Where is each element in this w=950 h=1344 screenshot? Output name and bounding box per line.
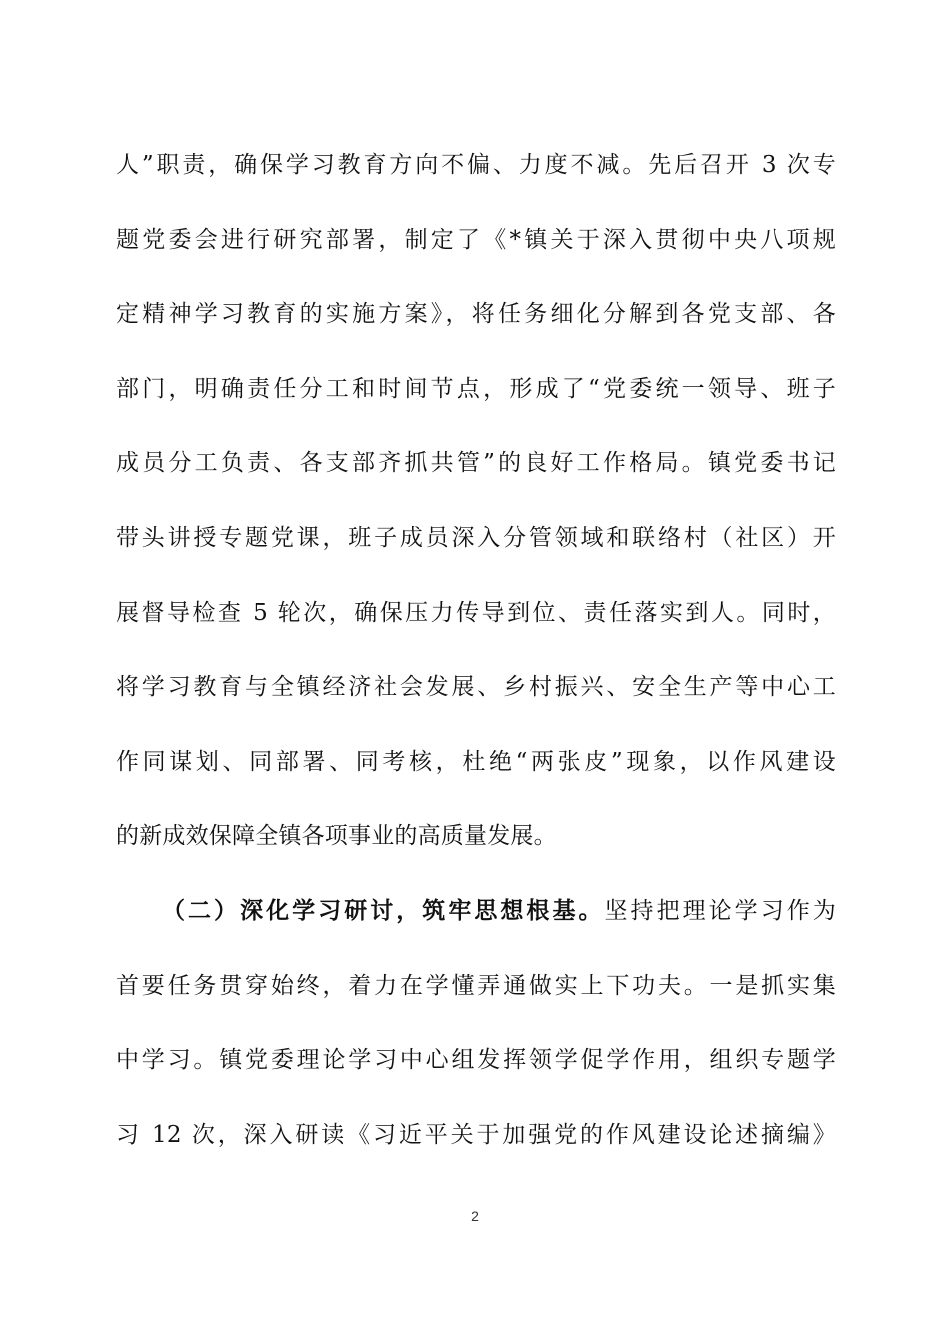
paragraph-line: 的新成效保障全镇各项事业的高质量发展。 bbox=[116, 823, 557, 850]
paragraph-line: 成员分工负责、各支部齐抓共管”的良好工作格局。镇党委书记 bbox=[116, 450, 836, 477]
paragraph-line: 人”职责，确保学习教育方向不偏、力度不减。先后召开 3 次专 bbox=[116, 152, 836, 178]
paragraph-line: 题党委会进行研究部署，制定了《*镇关于深入贯彻中央八项规 bbox=[116, 226, 836, 253]
paragraph-line: 中学习。镇党委理论学习中心组发挥领学促学作用，组织专题学 bbox=[116, 1047, 836, 1074]
paragraph-line: 首要任务贯穿始终，着力在学懂弄通做实上下功夫。一是抓实集 bbox=[116, 972, 836, 999]
paragraph-line bbox=[116, 886, 836, 961]
heading-line-rest: 坚持把理论学习作为 bbox=[604, 897, 836, 924]
paragraph-line: 将学习教育与全镇经济社会发展、乡村振兴、安全生产等中心工 bbox=[116, 674, 836, 701]
paragraph-line: 部门，明确责任分工和时间节点，形成了“党委统一领导、班子 bbox=[116, 375, 836, 402]
paragraph-line: 习 12 次，深入研读《习近平关于加强党的作风建设论述摘编》 bbox=[116, 1121, 836, 1148]
paragraph-line: 带头讲授专题党课，班子成员深入分管领域和联络村（社区）开 bbox=[116, 524, 836, 551]
paragraph-line: 定精神学习教育的实施方案》，将任务细化分解到各党支部、各 bbox=[116, 301, 836, 328]
page-number: 2 bbox=[471, 1208, 479, 1224]
paragraph-line: 作同谋划、同部署、同考核，杜绝“两张皮”现象，以作风建设 bbox=[116, 748, 836, 775]
paragraph-line: 展督导检查 5 轮次，确保压力传导到位、责任落实到人。同时， bbox=[116, 599, 836, 626]
body-text bbox=[116, 140, 836, 1184]
section-heading: （二）深化学习研讨，筑牢思想根基。 bbox=[162, 896, 605, 924]
